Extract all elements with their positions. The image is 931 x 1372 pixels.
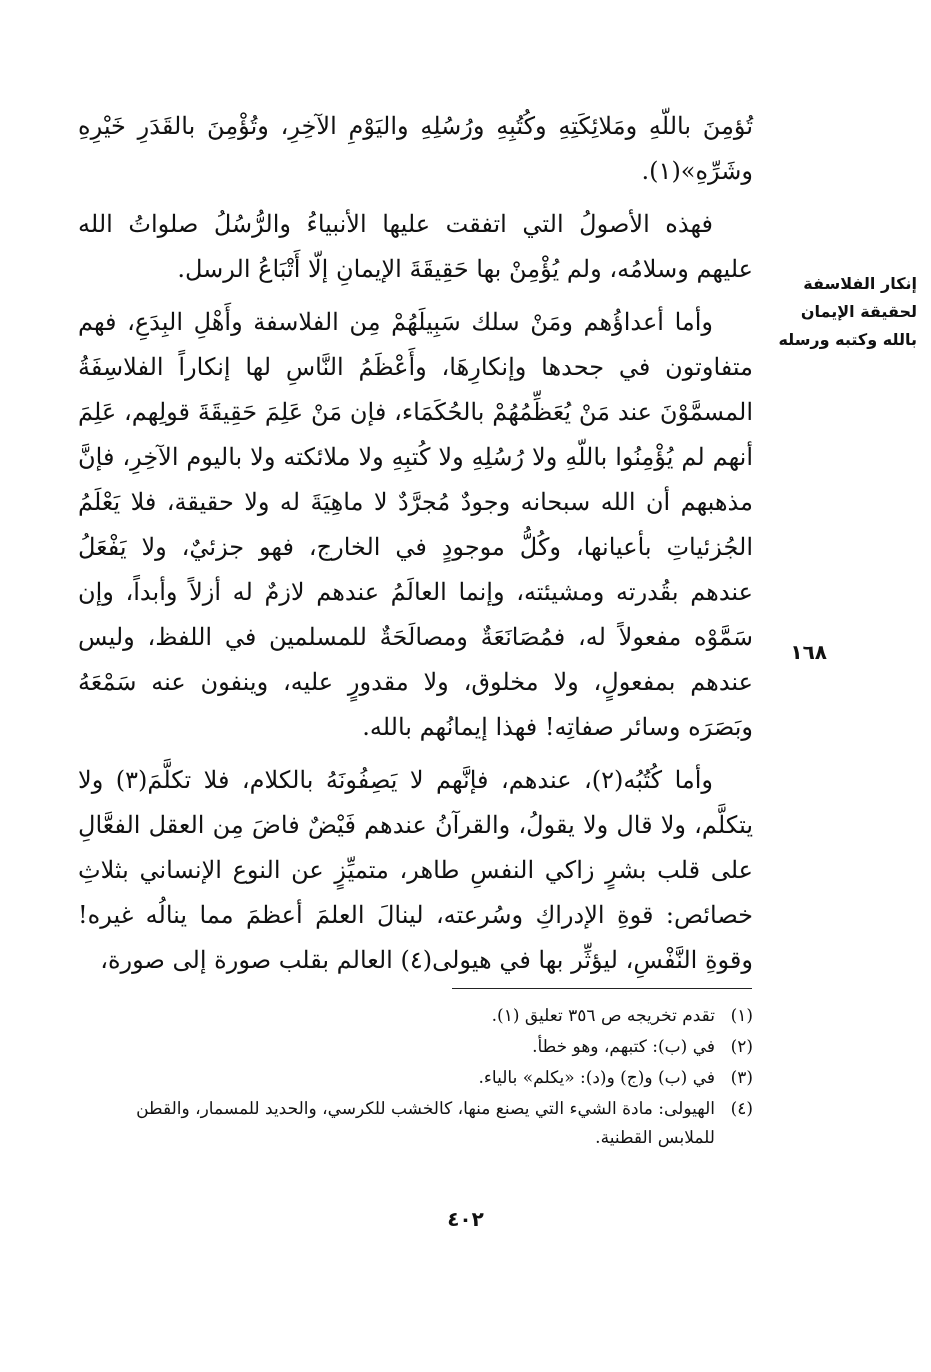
footnote-text: في (ب) و(ج) و(د): «يكلم» بالياء. [478,1068,715,1088]
paragraph-philosophers: وأما أعداؤُهم ومَنْ سلك سَبِيلَهُمْ مِن الفلاسفة وأَهْلِ البِدَعِ، فهم متفاوتون في جحدها وإنكارِهَا، وأَعْظَمُ النَّاسِ لها إنكاراً الفلاسِفَةُ المسمَّوْنَ عند مَنْ يُعَظِّمُهُمْ بالحُكَمَاء، فإن مَنْ عَلِمَ حَقِيقَةَ قولِهم، عَلِمَ أنهم لم يُؤْمِنُوا باللّهِ ولا رُسُلِهِ ولا كُتبِهِ ولا ملائكته ولا باليوم الآخِرِ، فإنَّ مذهبهم أن الله سبحانه وجودٌ مُجرَّدٌ لا ماهِيَةَ له ولا حقيقة، فلا يَعْلَمُ الجُزئياتِ بأعيانها، وكُلُّ موجودٍ في الخارج، فهو جزئيٌ، ولا يَفْعَلُ عندهم بقُدرته ومشيئته، وإنما العالَمُ عندهم لازمٌ له أزلاً وأبداً، وإن سَمَّوْه مفعولاً له، فمُصَانَعَةٌ ومصالَحَةٌ للمسلمين في اللفظ، وليس عندهم بمفعولٍ، ولا مخلوق، ولا مقدورٍ عليه، وينفون عنه سَمْعَهُ وبَصَرَه وسائر صفاتِه! فهذا إيمانُهم بالله. [78,308,753,741]
footnote-number: (٢) [730,1037,753,1057]
paragraph-hadith-end: تُؤمِنَ باللّهِ ومَلائِكَتِهِ وكُتُبِهِ ورُسُلِهِ واليَوْمِ الآخِرِ، وتُؤْمِنَ بالقَدَرِ خَيْرِهِ وشَرِّهِ»(١). [78,112,753,185]
margin-heading: إنكار الفلاسفة لحقيقة الإيمان بالله وكتبه ورسله [778,274,917,349]
main-text [78,104,753,991]
footnote-text: تقدم تخريجه ص ٣٥٦ تعليق (١). [491,1006,715,1026]
footnote-1 [78,1002,753,1031]
footnote-text: في (ب): كتبهم، وهو خطأ. [532,1037,715,1057]
paragraph-books: وأما كُتُبُه(٢)، عندهم، فإنَّهم لا يَصِفُونَهُ بالكلام، فلا تكلَّمَ(٣) ولا يتكلَّم، ولا قال ولا يقولُ، والقرآنُ عندهم فَيْضٌ فاضَ مِن العقل الفعَّالِ على قلب بشرٍ زاكي النفسِ طاهر، متميِّزٍ عن النوع الإنساني بثلاثِ خصائص: قوةِ الإدراكِ وسُرعته، لينالَ العلمَ أعظمَ مما ينالُه غيره! وقوةِ النَّفْسِ، ليؤثِّر بها في هيولى(٤) العالم بقلب صورة إلى صورة، [78,766,753,974]
footnote-number: (٤) [730,1099,753,1119]
footnote-3 [78,1064,753,1093]
footnote-number: (٣) [730,1068,753,1088]
paragraph-principles: فهذه الأصولُ التي اتفقت عليها الأنبياءُ والرُّسُلُ صلواتُ الله عليهم وسلامُه، ولم يُؤْمِنْ بها حَقِيقَةَ الإيمانِ إلّا أَتْبَاعُ الرسل. [78,210,753,283]
footnotes [78,1002,753,1155]
margin-page-reference: ١٦٨ [790,640,827,664]
footnote-number: (١) [730,1006,753,1026]
footnote-divider [452,988,752,989]
footnote-2 [78,1033,753,1062]
footnote-4 [78,1095,753,1153]
footnote-text: الهيولى: مادة الشيء التي يصنع منها، كالخشب للكرسي، والحديد للمسمار، والقطن للملابس القطنية. [136,1099,715,1148]
page-number: ٤٠٢ [447,1207,484,1231]
